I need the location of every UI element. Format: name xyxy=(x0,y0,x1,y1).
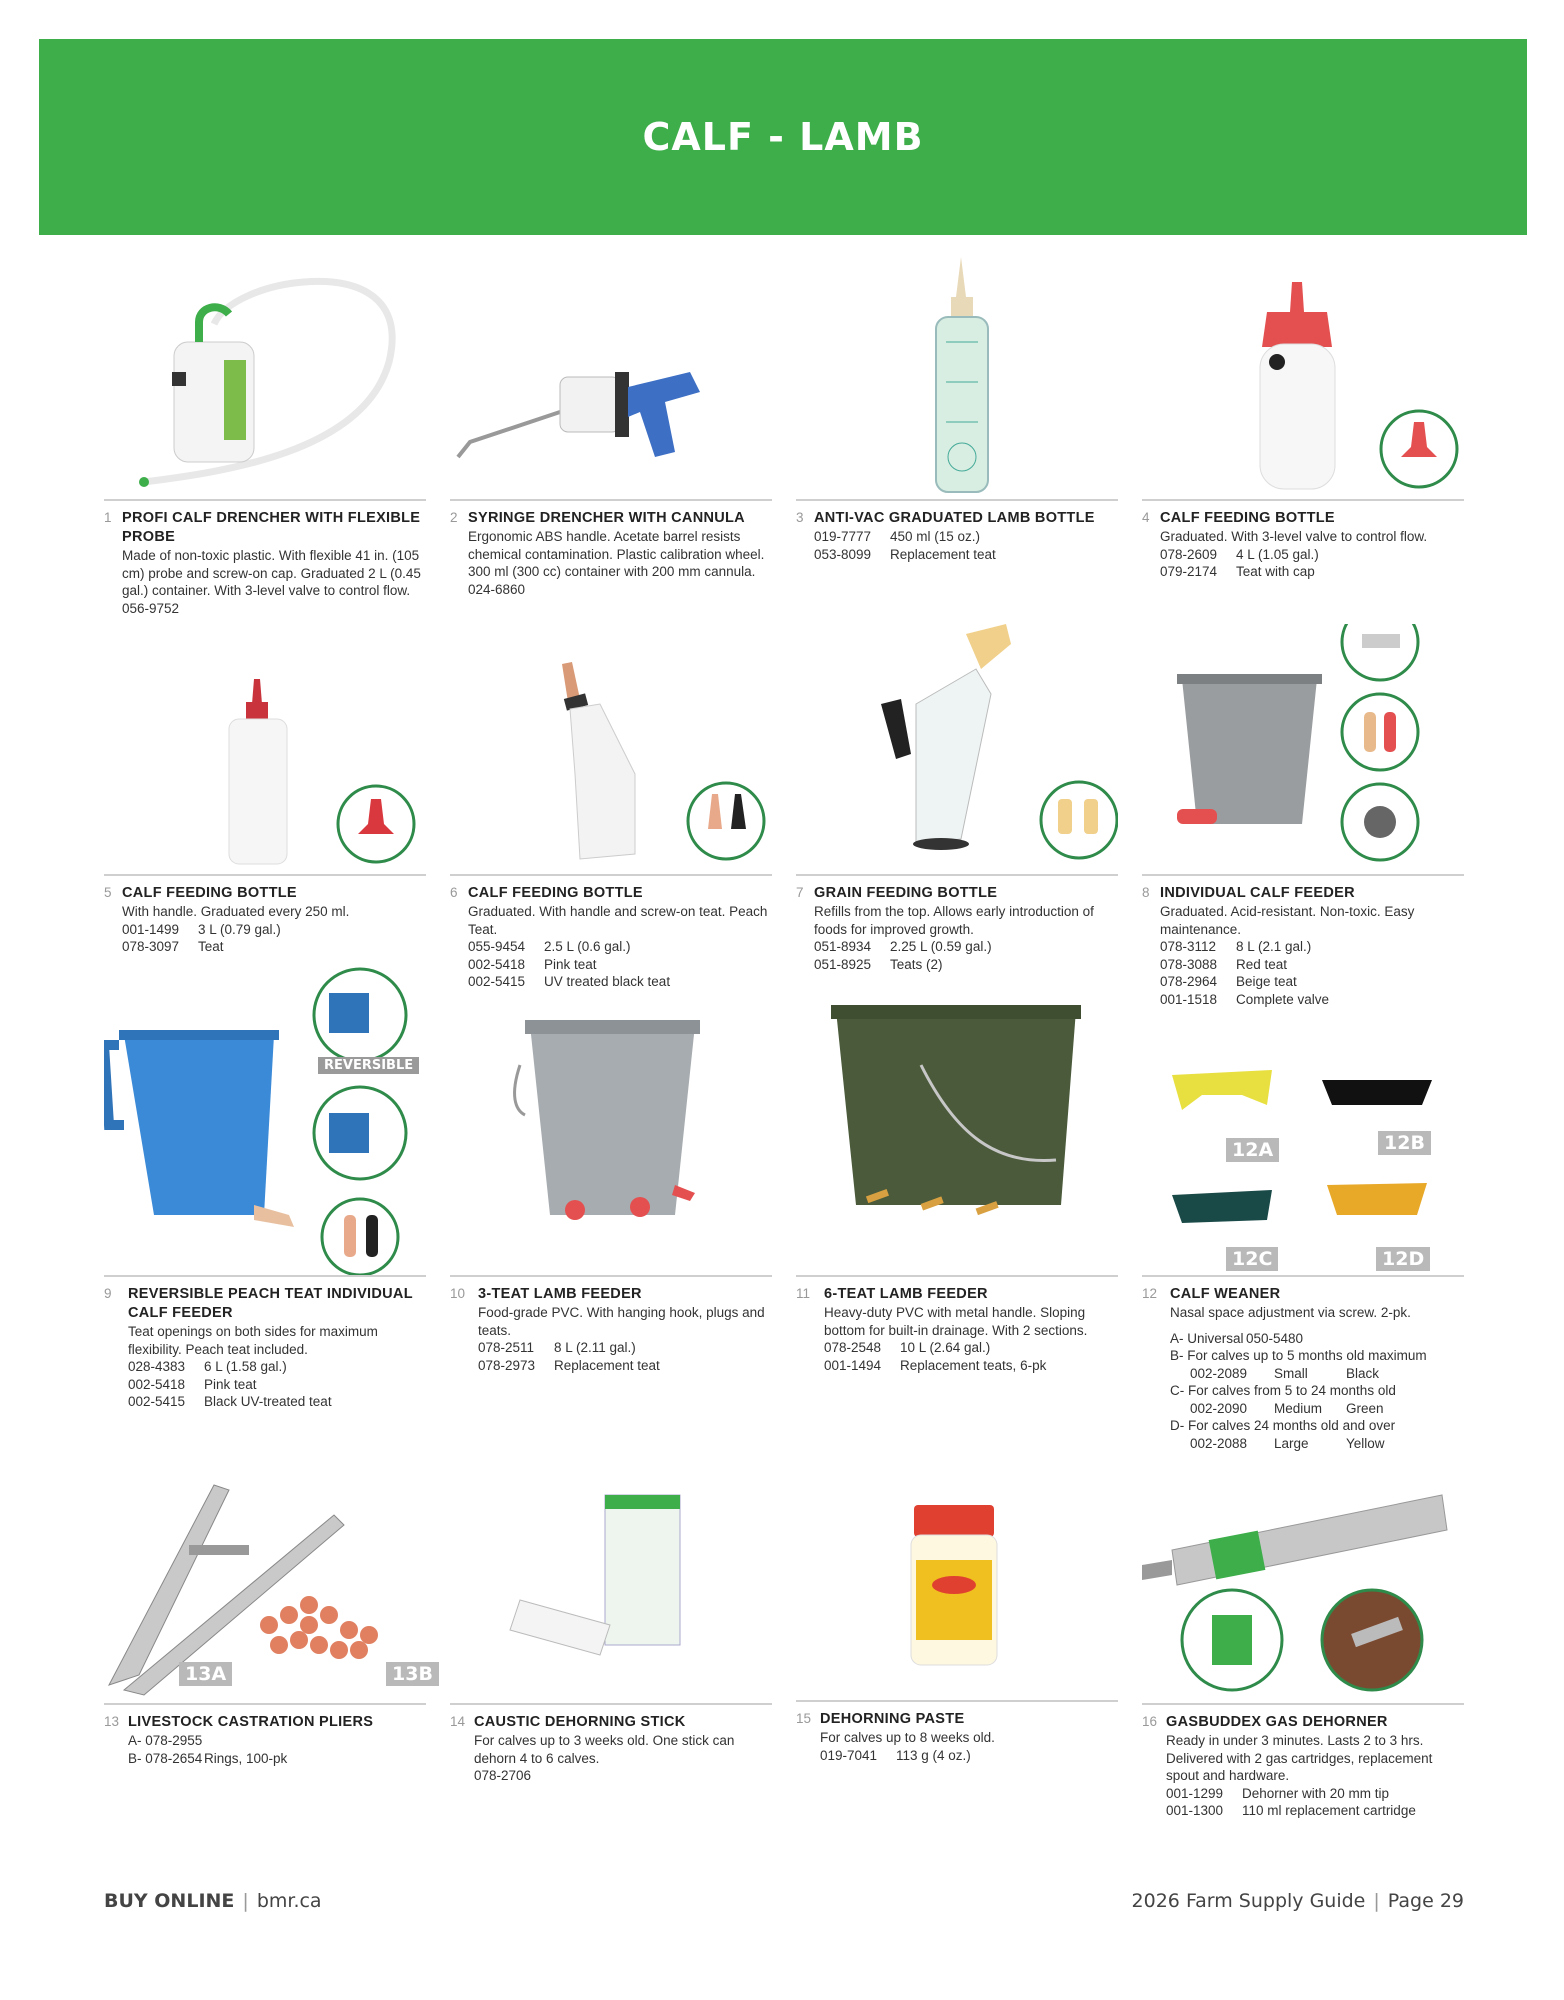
sku-label: Pink teat xyxy=(544,956,597,972)
sku-code: 056-9752 xyxy=(122,600,180,616)
product-number: 14 xyxy=(450,1714,466,1729)
product-details xyxy=(796,1277,1118,1374)
product-title: CALF FEEDING BOTTLE xyxy=(468,885,643,901)
weaner-option-a xyxy=(1170,1330,1464,1348)
sku-code: 002-5415 xyxy=(128,1394,186,1409)
sku-line xyxy=(478,1357,772,1375)
weaner-option-d-sku xyxy=(1170,1435,1464,1453)
calf-bottle-2-5l-image xyxy=(450,624,772,874)
calf-bottle-4l-image xyxy=(1142,252,1464,499)
calf-weaner-image xyxy=(1142,965,1464,1275)
sku-code: 051-8934 xyxy=(814,939,872,954)
sku-label: UV treated black teat xyxy=(544,974,671,989)
sku-label xyxy=(198,600,426,618)
product-card-7 xyxy=(796,624,1118,1008)
sku-label: Rings, 100-pk xyxy=(204,1750,288,1766)
product-description: Graduated. With 3-level valve to control flow. xyxy=(1160,529,1428,544)
product-number: 13 xyxy=(104,1714,120,1729)
product-description: Refills from the top. Allows early introduction of foods for improved growth. xyxy=(814,904,1094,937)
sku-label: 4 L (1.05 gal.) xyxy=(1236,546,1319,562)
sku-line xyxy=(128,1393,426,1411)
sku-label: 6 L (1.58 gal.) xyxy=(204,1359,287,1374)
syringe-drencher-image xyxy=(450,252,772,499)
sku-code: 002-5418 xyxy=(128,1376,186,1392)
product-card-13 xyxy=(104,1465,433,1820)
product-card-4 xyxy=(1142,252,1464,617)
sku-code: 078-2973 xyxy=(478,1357,536,1373)
sku-line xyxy=(122,938,426,956)
option-color: Black xyxy=(1346,1365,1380,1381)
sku-line xyxy=(814,546,1118,564)
sku-code: 001-1499 xyxy=(122,921,180,937)
product-description: For calves up to 8 weeks old. xyxy=(820,1730,995,1745)
product-card-15 xyxy=(796,1465,1118,1820)
3-teat-lamb-feeder-image xyxy=(450,965,772,1275)
tag-12d: 12D xyxy=(1376,1247,1430,1271)
product-title: GASBUDDEX GAS DEHORNER xyxy=(1166,1714,1388,1730)
footer-separator: | xyxy=(242,1890,249,1912)
product-title: INDIVIDUAL CALF FEEDER xyxy=(1160,885,1355,901)
product-number: 5 xyxy=(104,885,112,900)
buy-online-label: BUY ONLINE xyxy=(104,1890,235,1912)
option-size: Large xyxy=(1274,1435,1309,1451)
footer-separator: | xyxy=(1373,1890,1380,1912)
product-row-4 xyxy=(104,1465,1464,1820)
product-card-14 xyxy=(450,1465,772,1820)
grain-bottle-image xyxy=(796,624,1118,874)
tag-12b: 12B xyxy=(1378,1131,1431,1155)
sku-code: 078-2548 xyxy=(824,1340,882,1355)
sku-label: Replacement teat xyxy=(890,546,996,562)
option-size: Small xyxy=(1274,1365,1308,1381)
option-code: 002-2090 xyxy=(1190,1400,1248,1416)
sku-code: 001-1518 xyxy=(1160,991,1218,1007)
product-details xyxy=(796,1702,1118,1764)
product-number: 3 xyxy=(796,510,804,525)
product-description: With handle. Graduated every 250 ml. xyxy=(122,904,350,919)
option-size: Medium xyxy=(1274,1400,1323,1416)
sku-line xyxy=(474,1767,772,1785)
product-title: 6-TEAT LAMB FEEDER xyxy=(824,1286,988,1302)
product-title: SYRINGE DRENCHER WITH CANNULA xyxy=(468,510,745,526)
product-details xyxy=(1142,1277,1464,1452)
sku-label: 113 g (4 oz.) xyxy=(896,1747,971,1763)
sku-code: 055-9454 xyxy=(468,939,526,954)
product-title: CALF WEANER xyxy=(1170,1286,1281,1302)
sku-line xyxy=(814,938,1118,956)
sku-label: Black UV-treated teat xyxy=(204,1394,332,1409)
product-card-1 xyxy=(104,252,426,617)
sku-label xyxy=(204,1732,426,1750)
sku-line xyxy=(1160,563,1464,581)
page-title: CALF - LAMB xyxy=(642,115,924,159)
sku-line xyxy=(128,1750,426,1768)
product-card-6 xyxy=(450,624,772,1008)
product-details xyxy=(450,1277,772,1374)
lamb-bottle-image xyxy=(796,252,1118,499)
sku-label: 2.5 L (0.6 gal.) xyxy=(544,939,631,954)
weaner-option-d: D- For calves 24 months old and over xyxy=(1170,1418,1396,1433)
product-description: Nasal space adjustment via screw. 2-pk. xyxy=(1170,1305,1411,1320)
sku-label: 2.25 L (0.59 gal.) xyxy=(890,939,992,954)
sku-code: 078-2964 xyxy=(1160,974,1218,989)
product-description: Ergonomic ABS handle. Acetate barrel resists chemical contamination. Plastic calibration wheel. 300 ml (300 cc) container with 200 mm cannula. xyxy=(468,529,765,579)
product-title: 3-TEAT LAMB FEEDER xyxy=(478,1286,642,1302)
sku-code: 024-6860 xyxy=(468,581,526,597)
sku-label: Teat with cap xyxy=(1236,564,1315,579)
sku-code: 019-7777 xyxy=(814,529,872,544)
sku-line xyxy=(122,600,426,618)
option-color: Green xyxy=(1346,1400,1384,1416)
weaner-option-b-sku xyxy=(1170,1365,1464,1383)
page-number: Page 29 xyxy=(1387,1890,1464,1912)
sku-line xyxy=(1166,1802,1464,1820)
sku-label: Replacement teats, 6-pk xyxy=(900,1357,1047,1373)
sku-code: 001-1494 xyxy=(824,1357,882,1373)
sku-line xyxy=(468,938,772,956)
reversible-tag: REVERSIBLE xyxy=(318,1057,419,1074)
product-description: Heavy-duty PVC with metal handle. Sloping bottom for built-in drainage. With 2 sections. xyxy=(824,1305,1088,1338)
product-card-5 xyxy=(104,624,426,1008)
product-number: 9 xyxy=(104,1286,112,1301)
product-card-8 xyxy=(1142,624,1464,1008)
sku-line xyxy=(820,1747,1118,1765)
sku-code: 078-2609 xyxy=(1160,546,1218,562)
product-title: CALF FEEDING BOTTLE xyxy=(122,885,297,901)
dehorning-paste-image xyxy=(796,1465,1118,1700)
sku-code: 078-3097 xyxy=(122,939,180,954)
sku-line xyxy=(824,1357,1118,1375)
guide-title: 2026 Farm Supply Guide xyxy=(1131,1890,1366,1912)
product-number: 1 xyxy=(104,510,112,525)
sku-label: Complete valve xyxy=(1236,991,1330,1007)
sku-label: 110 ml replacement cartridge xyxy=(1242,1803,1416,1818)
sku-code: 078-3088 xyxy=(1160,956,1218,972)
website-link[interactable]: bmr.ca xyxy=(256,1890,322,1912)
product-description: Graduated. Acid-resistant. Non-toxic. Easy maintenance. xyxy=(1160,904,1415,937)
sku-label: Red teat xyxy=(1236,956,1288,972)
product-details xyxy=(450,501,772,598)
sku-code: 002-5415 xyxy=(468,974,526,989)
sku-code: 028-4383 xyxy=(128,1359,186,1374)
sku-label xyxy=(544,581,772,599)
sku-line xyxy=(1160,938,1464,956)
product-details xyxy=(104,1277,426,1411)
sku-label: 450 ml (15 oz.) xyxy=(890,529,981,544)
product-details xyxy=(104,1705,426,1767)
sku-line xyxy=(478,1339,772,1357)
sku-code: A- 078-2955 xyxy=(128,1733,203,1748)
product-details xyxy=(796,876,1118,973)
sku-code: 079-2174 xyxy=(1160,564,1218,579)
sku-code: 051-8925 xyxy=(814,956,872,972)
individual-calf-feeder-image xyxy=(1142,624,1464,874)
tag-13a: 13A xyxy=(179,1662,232,1686)
product-number: 10 xyxy=(450,1286,466,1301)
option-code: 002-2089 xyxy=(1190,1365,1248,1381)
product-title: DEHORNING PASTE xyxy=(820,1711,965,1727)
castration-pliers-image xyxy=(104,1465,433,1703)
sku-line xyxy=(468,581,772,599)
sku-label: 8 L (2.11 gal.) xyxy=(554,1340,636,1355)
tag-12c: 12C xyxy=(1226,1247,1278,1271)
weaner-option-b: B- For calves up to 5 months old maximum xyxy=(1170,1348,1427,1363)
product-description: Food-grade PVC. With hanging hook, plugs and teats. xyxy=(478,1305,765,1338)
product-row-3 xyxy=(104,965,1464,1452)
sku-line xyxy=(824,1339,1118,1357)
sku-line xyxy=(122,921,426,939)
product-title: CAUSTIC DEHORNING STICK xyxy=(474,1714,686,1730)
product-card-12 xyxy=(1142,965,1464,1452)
product-number: 2 xyxy=(450,510,458,525)
product-details xyxy=(1142,1705,1464,1820)
sku-label: Replacement teat xyxy=(554,1357,660,1373)
sku-label xyxy=(550,1767,772,1785)
tag-12a: 12A xyxy=(1226,1138,1279,1162)
sku-line xyxy=(128,1358,426,1376)
sku-label: Teat xyxy=(198,939,224,954)
product-number: 11 xyxy=(796,1286,811,1301)
sku-code: B- 078-2654 xyxy=(128,1750,203,1766)
sku-line xyxy=(1166,1785,1464,1803)
product-number: 8 xyxy=(1142,885,1150,900)
sku-label: Teats (2) xyxy=(890,956,943,972)
product-title: ANTI-VAC GRADUATED LAMB BOTTLE xyxy=(814,510,1095,526)
page-footer xyxy=(104,1890,1464,1912)
option-code: 050-5480 xyxy=(1246,1330,1304,1346)
product-number: 6 xyxy=(450,885,458,900)
drencher-image xyxy=(104,252,426,499)
dehorning-stick-image xyxy=(450,1465,772,1703)
product-number: 15 xyxy=(796,1711,812,1726)
product-title: PROFI CALF DRENCHER WITH FLEXIBLE PROBE xyxy=(122,510,421,545)
sku-code: 002-5418 xyxy=(468,956,526,972)
6-teat-lamb-feeder-image xyxy=(796,965,1118,1275)
sku-line xyxy=(128,1376,426,1394)
product-title: CALF FEEDING BOTTLE xyxy=(1160,510,1335,526)
sku-label: 10 L (2.64 gal.) xyxy=(900,1340,991,1355)
product-title: REVERSIBLE PEACH TEAT INDIVIDUAL CALF FEEDER xyxy=(128,1286,413,1321)
product-number: 4 xyxy=(1142,510,1150,525)
product-details xyxy=(1142,501,1464,581)
product-details xyxy=(104,876,426,956)
sku-code: 053-8099 xyxy=(814,546,872,562)
product-details xyxy=(796,501,1118,563)
product-card-9 xyxy=(104,965,426,1452)
product-row-1 xyxy=(104,252,1464,617)
sku-label: Dehorner with 20 mm tip xyxy=(1242,1785,1390,1801)
product-description: Ready in under 3 minutes. Lasts 2 to 3 hrs. Delivered with 2 gas cartridges, replacement spout and hardware. xyxy=(1166,1733,1433,1783)
product-card-2 xyxy=(450,252,772,617)
sku-label: 3 L (0.79 gal.) xyxy=(198,921,281,937)
product-number: 12 xyxy=(1142,1286,1158,1301)
reversible-feeder-image xyxy=(104,965,426,1275)
product-title: LIVESTOCK CASTRATION PLIERS xyxy=(128,1714,374,1730)
product-card-11 xyxy=(796,965,1118,1452)
product-number: 7 xyxy=(796,885,804,900)
sku-code: 001-1300 xyxy=(1166,1803,1224,1818)
page-banner xyxy=(39,39,1527,235)
option-text: A- Universal xyxy=(1170,1330,1244,1346)
option-color: Yellow xyxy=(1346,1435,1385,1451)
product-description: For calves up to 3 weeks old. One stick can dehorn 4 to 6 calves. xyxy=(474,1733,735,1766)
tag-13b: 13B xyxy=(386,1662,439,1686)
product-description: Graduated. With handle and screw-on teat. Peach Teat. xyxy=(468,904,768,937)
product-description: Made of non-toxic plastic. With flexible 41 in. (105 cm) probe and screw-on cap. Graduated 2 L (0.45 gal.) container. With 3-level valve to control flow. xyxy=(122,548,421,598)
product-card-16 xyxy=(1142,1465,1464,1820)
sku-label: 8 L (2.1 gal.) xyxy=(1236,939,1312,954)
sku-code: 001-1299 xyxy=(1166,1785,1224,1801)
gas-dehorner-image xyxy=(1142,1465,1464,1703)
weaner-option-c: C- For calves from 5 to 24 months old xyxy=(1170,1383,1396,1398)
calf-bottle-3l-image xyxy=(104,624,426,874)
sku-line xyxy=(128,1732,426,1750)
product-details xyxy=(450,1705,772,1785)
sku-code: 019-7041 xyxy=(820,1747,878,1763)
product-row-2 xyxy=(104,624,1464,1008)
product-card-3 xyxy=(796,252,1118,617)
product-title: GRAIN FEEDING BOTTLE xyxy=(814,885,998,901)
product-details xyxy=(104,501,426,617)
sku-line xyxy=(814,528,1118,546)
sku-line xyxy=(1160,546,1464,564)
footer-left xyxy=(104,1890,322,1912)
sku-code: 078-3112 xyxy=(1160,939,1217,954)
weaner-option-c-sku xyxy=(1170,1400,1464,1418)
sku-code: 078-2511 xyxy=(478,1340,535,1355)
footer-right xyxy=(1132,1890,1464,1912)
sku-code: 078-2706 xyxy=(474,1768,532,1783)
product-card-10 xyxy=(450,965,772,1452)
sku-label: Pink teat xyxy=(204,1376,257,1392)
product-number: 16 xyxy=(1142,1714,1158,1729)
product-description: Teat openings on both sides for maximum flexibility. Peach teat included. xyxy=(128,1324,378,1357)
option-code: 002-2088 xyxy=(1190,1435,1248,1451)
sku-label: Beige teat xyxy=(1236,974,1297,989)
